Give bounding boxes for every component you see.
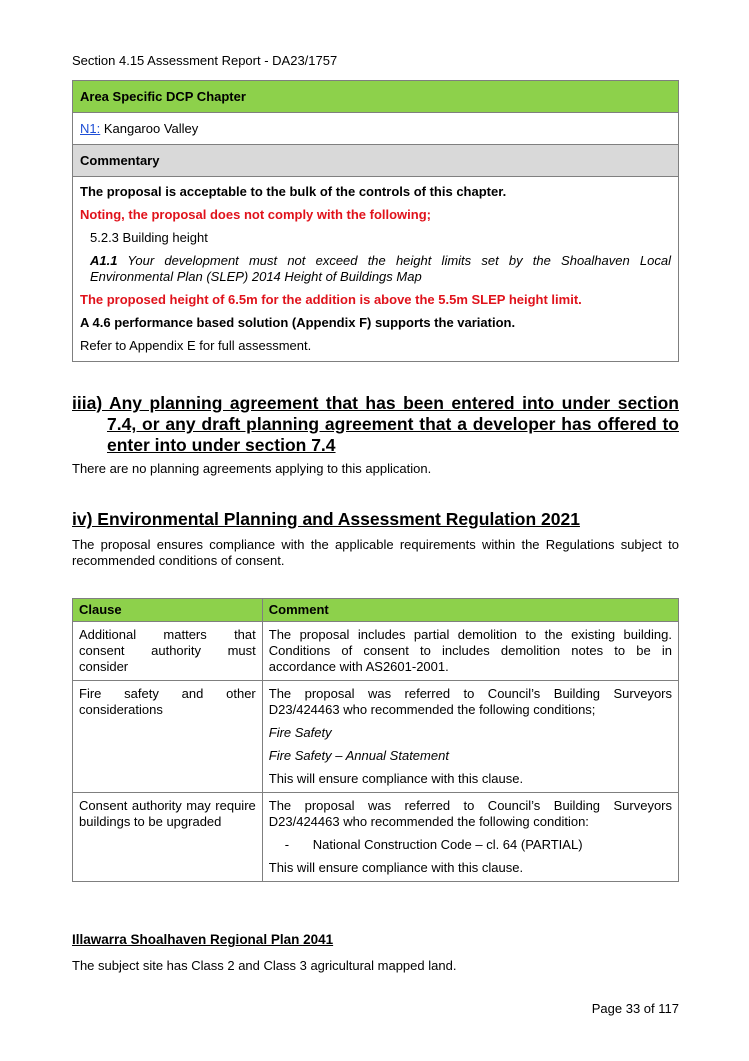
clause-header: Clause xyxy=(73,599,263,622)
comment-cell: The proposal was referred to Council’s Building Surveyors D23/424463 who recommended the following condition: xyxy=(268,798,672,829)
commentary-p5: The proposed height of 6.5m for the addition is above the 5.5m SLEP height limit. xyxy=(80,292,582,307)
dcp-chapter-table xyxy=(72,80,679,362)
comment-cell: The proposal includes partial demolition to the existing building. Conditions of consent to includes demolition notes to be in accordance with AS2601-2001. xyxy=(268,627,672,674)
clause-cell: Additional matters that consent authority must consider xyxy=(79,627,256,674)
section-iiia-heading xyxy=(72,393,679,456)
control-label: A1.1 xyxy=(90,253,118,268)
condition-item: Fire Safety xyxy=(268,725,332,740)
table-row xyxy=(73,622,679,681)
commentary-p1: The proposal is acceptable to the bulk of the controls of this chapter. xyxy=(80,184,507,199)
commentary-cell xyxy=(73,177,679,362)
commentary-p3: 5.2.3 Building height xyxy=(90,230,208,245)
control-text: Your development must not exceed the height limits set by the Shoalhaven Local Environmental Plan (SLEP) 2014 Height of Buildings Map xyxy=(90,253,671,284)
commentary-heading: Commentary xyxy=(73,145,679,177)
section-iv-heading: iv) Environmental Planning and Assessment Regulation 2021 xyxy=(72,509,580,529)
condition-item xyxy=(269,837,672,853)
clause-cell: Fire safety and other considerations xyxy=(79,686,256,717)
chapter-name: Kangaroo Valley xyxy=(100,121,199,136)
dcp-heading: Area Specific DCP Chapter xyxy=(73,81,679,113)
page-number: Page 33 of 117 xyxy=(591,1001,679,1016)
clause-table xyxy=(72,598,679,882)
comment-cell: The proposal was referred to Council’s Building Surveyors D23/424463 who recommended the following conditions; xyxy=(268,686,672,717)
comment-tail: This will ensure compliance with this clause. xyxy=(268,860,524,875)
section-iiia-line1: iiia) Any planning agreement that has been entered into under section xyxy=(72,393,679,413)
table-row xyxy=(73,681,679,793)
regional-plan-heading: Illawarra Shoalhaven Regional Plan 2041 xyxy=(72,932,334,947)
list-dash: - xyxy=(284,837,290,852)
section-iiia-body: There are no planning agreements applying to this application. xyxy=(72,461,432,476)
section-iiia-line3: enter into under section 7.4 xyxy=(107,435,336,455)
comment-header: Comment xyxy=(262,599,678,622)
regional-plan-body: The subject site has Class 2 and Class 3 agricultural mapped land. xyxy=(72,958,457,973)
condition-item: Fire Safety – Annual Statement xyxy=(268,748,449,763)
clause-cell: Consent authority may require buildings to be upgraded xyxy=(79,798,256,829)
commentary-p4 xyxy=(80,253,671,285)
commentary-p2: Noting, the proposal does not comply with the following; xyxy=(80,207,431,222)
section-iiia-line2: 7.4, or any draft planning agreement that a developer has offered to xyxy=(107,414,679,434)
commentary-p7: Refer to Appendix E for full assessment. xyxy=(80,338,312,353)
chapter-link[interactable]: N1: xyxy=(80,121,101,136)
dcp-chapter-cell xyxy=(73,113,679,145)
table-row xyxy=(73,793,679,882)
running-header: Section 4.15 Assessment Report - DA23/1757 xyxy=(72,53,338,68)
section-iv-body: The proposal ensures compliance with the applicable requirements within the Regulations subject to recommended conditions of consent. xyxy=(72,537,679,568)
commentary-p6: A 4.6 performance based solution (Appendix F) supports the variation. xyxy=(80,315,516,330)
comment-tail: This will ensure compliance with this clause. xyxy=(268,771,524,786)
condition-text: National Construction Code – cl. 64 (PARTIAL) xyxy=(312,837,583,852)
